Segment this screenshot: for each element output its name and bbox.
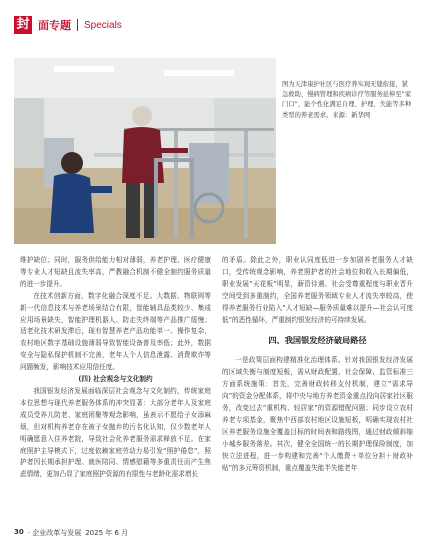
subsection-heading: (四) 社会观念与文化制约 [78,375,153,384]
page-number: 30 [14,528,24,536]
section-heading: 四、我国银发经济破局路径 [268,335,367,346]
paragraph-continued: 的矛盾。除此之外，职业认同度低进一步加剧养老服务人才缺口，受传统观念影响，养老照护者的社会地位和收入长期偏低，职业发展“天花板”明显，薪资待遇、社会受尊重程度与职业晋升空间受到多重制约，全国养老服务领域专业人才流失率较高，使得养老服务行业陷入“人才短缺—服务质量难以提升—社会认可度低”的恶性循环，严重制约银发经济的可持续发展。 [222,256,413,324]
journal-name: · 企业改革与发展 [27,529,82,537]
page-footer [14,528,128,538]
header-divider [77,19,78,31]
paragraph: 一是政策层面构建精准化治理体系。针对我国银发经济发展的区域失衡与制度短板，需从财政配置、社会保障、监管标准三方面系统施策：首先，完善财政转移支付机制，建立“需求导向”的资金分配体系，将中央与地方养老资金重点投向居家社区服务，改变过去“重机构、轻居家”的资源错配问题；同步设立农村养老专项基金，聚焦中西部农村地区设施短板，明确实现农村社区养老服务设施全覆盖目标的时间表和路线图，通过财政倾斜缩小城乡服务落差。其次，健全全国统一的长期护理保险制度，加快立法进程，进一步构建和完善“个人缴费＋单位分担＋财政补贴”的多元筹资机制，重点覆盖失能半失能老年 [222,356,413,472]
paragraph-continued: 维护缺位；同时，服务供给能力相对薄弱，养老护理、医疗健康等专业人才短缺且流失率高，严教融合机制不健全制约服务质量的进一步提升。 [20,256,211,288]
section-title: 面专题 [38,19,71,32]
left-text-column [20,255,211,481]
photo-illustration [14,58,276,244]
paragraph: 在技术创新方面，数字化融合深度不足。大数据、物联网等新一代信息技术与养老场景结合有限，智能辅具品类较少、集成应用场景缺失，智能护理机器人、防走失终端等产品推广缓慢；适老化技术研发滞后，现有智慧养老产品功能单一、操作复杂，农村地区数字基础设施薄弱导致智能设备普及率低；此外，数据安全与隐私保护机制不完善，老年人个人信息泄露、消费欺诈等问题频发，影响技术应用信任度。 [20,291,211,372]
section-english-label: Specials [84,19,122,31]
issue-date: 2025 年 6 月 [85,529,129,537]
photo-caption: 图为天津康护社区与医疗养实现无缝衔接，紧急救助、慢病管理和疾病诊疗等服务延伸至“家门口”，能个性化满足自理、护理、失能等多种类型的养老需求。来源：新华网 [282,81,412,119]
right-text-column [222,255,413,474]
paragraph: 我国银发经济发展面临深层社会观念与文化制约，传统家庭本位思想与现代养老服务体系的冲突显著：大部分老年人及家庭成员受养儿防老、家庭团聚等观念影响，虽表示不愿给子女添麻烦，但对机构养老存在被子女抛弃的污名化认知，仅少数老年人明确愿意入住养老院，导致社会化养老服务需求释放不足。在家庭照护主导模式下，过度依赖家庭劳动力易引发“照护倦怠”，照护者因长期承担护理、就医陪同、情感慰藉等多重责任而产生焦虑情绪，更加凸显了家庭照护资源的有限性与老龄化需求增长 [20,386,211,479]
page-header [14,14,122,36]
section-logo: 封 [14,16,32,34]
elderly-rehab-photo [14,58,276,244]
